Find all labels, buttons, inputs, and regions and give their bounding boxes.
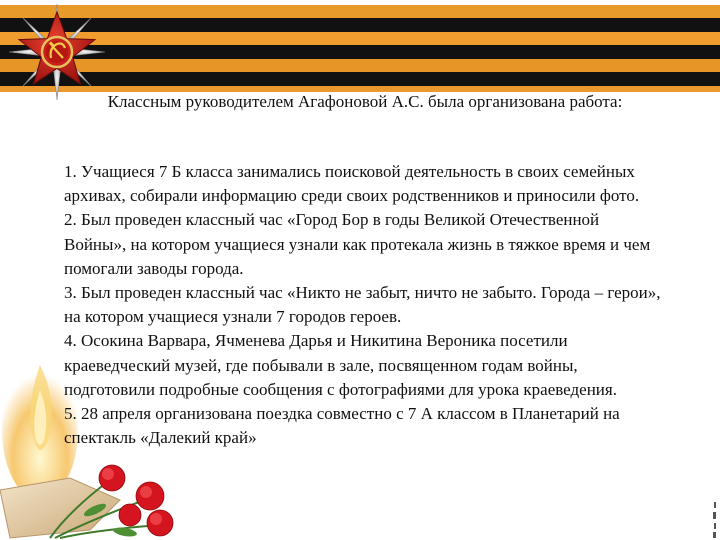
list-item: 3. Был проведен классный час «Никто не забыт, ничто не забыто. Города – герои», на котором учащиеся узнали 7 городов героев.: [64, 283, 661, 327]
list-item: 4. Осокина Варвара, Ячменева Дарья и Никитина Вероника посетили краеведческий музей, где побывали в зале, посвященном годам войны, подготовили подробные сообщения с фотографиями для урока краеведения.: [64, 331, 617, 399]
report-list: [64, 160, 664, 450]
slide-title: Классным руководителем Агафоновой А.С. была организована работа:: [107, 92, 623, 111]
list-item: 2. Был проведен классный час «Город Бор в годы Великой Отечественной Войны», на котором учащиеся узнали как протекала жизнь в тяжкое время и чем помогали заводы города.: [64, 210, 651, 278]
list-item: 1. Учащиеся 7 Б класса занимались поисковой деятельность в своих семейных архивах, собирали информацию среди своих родственников и приносили фото.: [64, 162, 640, 206]
list-item: 5. 28 апреля организована поездка совместно с 7 А классом в Планетарий на спектакль «Далекий край»: [64, 404, 620, 448]
edge-mark: [713, 502, 719, 538]
